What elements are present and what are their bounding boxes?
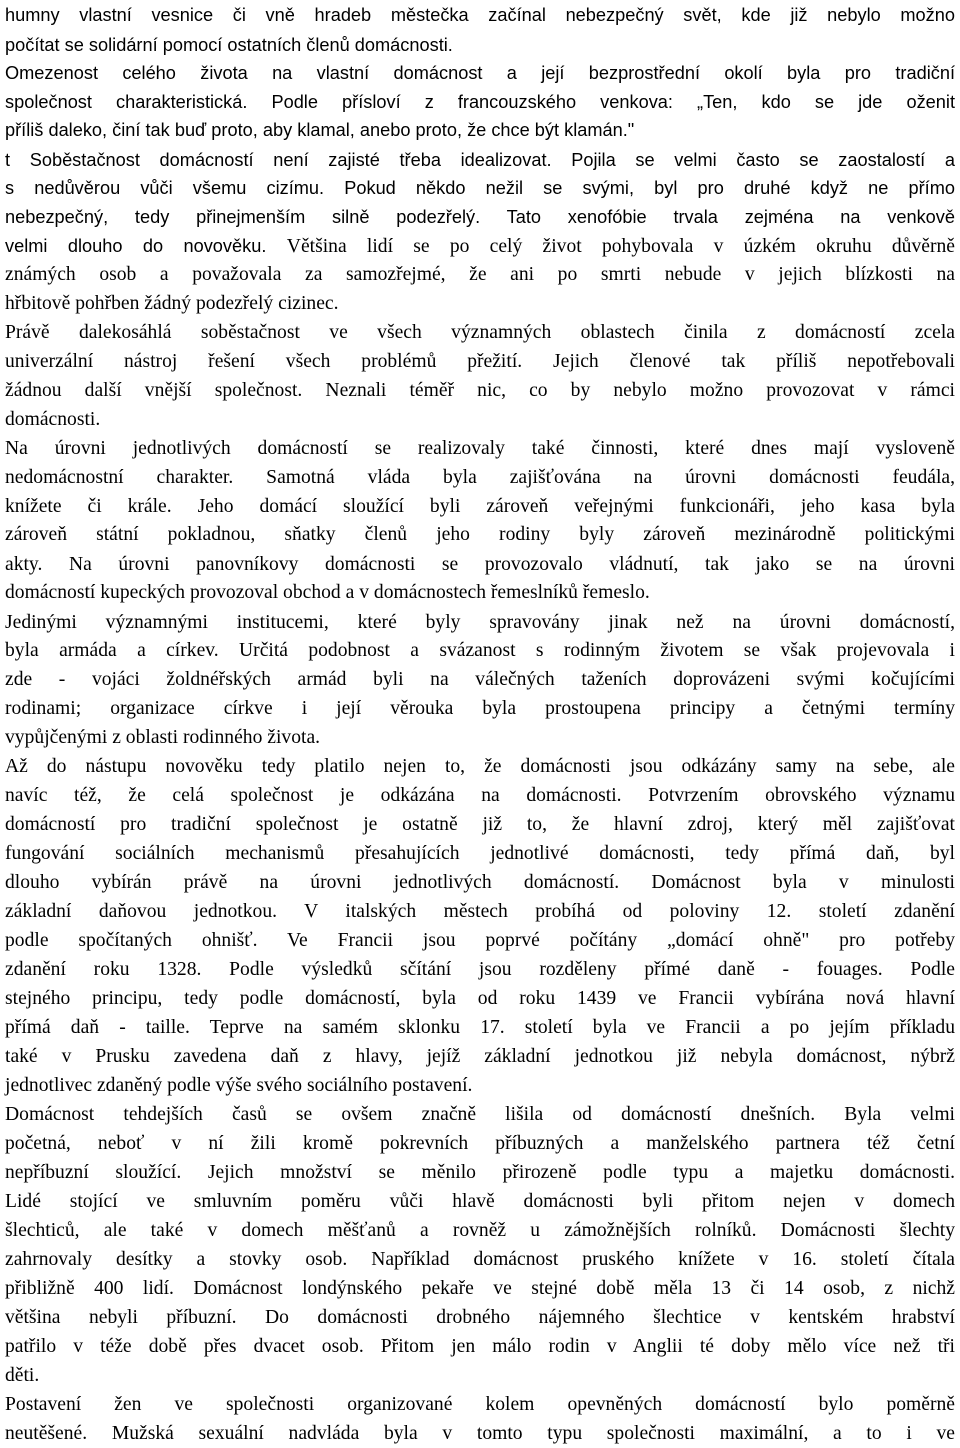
text-segment: podle spočítaných ohnišť. Ve Francii jsou poprvé počítány „domácí ohně" pro potřeby — [5, 930, 955, 951]
text-line — [5, 665, 955, 695]
text-line — [5, 1129, 955, 1159]
text-line — [5, 1245, 955, 1275]
text-segment: neutěšené. Mužská sexuální nadvláda byla v tomto typu společnosti maximální, a to i ve — [5, 1423, 955, 1444]
text-segment: zde - vojáci žoldnéřských armád byli na válečných taženích doprovázeni svými kočujícími — [5, 669, 955, 690]
text-segment: stejného principu, tedy podle domácností, byla od roku 1439 ve Francii vybírána nová hlavní — [5, 988, 955, 1009]
text-line — [5, 578, 955, 608]
text-segment: Postavení žen ve společnosti organizované kolem opevněných domácností bylo poměrně — [5, 1394, 955, 1415]
text-segment: počítat se solidární pomocí ostatních členů domácnosti. — [5, 35, 453, 55]
text-segment: početná, neboť v ní žili kromě pokrevních příbuzných a manželského partnera též četní — [5, 1133, 955, 1154]
text-segment: domácnosti. — [5, 409, 101, 430]
text-segment: velmi dlouho do novověku. — [5, 236, 287, 256]
text-line — [5, 1419, 955, 1448]
text-line — [5, 926, 955, 956]
text-line — [5, 289, 955, 319]
text-segment: domácností pro tradiční společnost je ostatně již to, že hlavní zdroj, který měl zajišťovat — [5, 814, 955, 835]
text-line — [5, 1187, 955, 1217]
text-line — [5, 1274, 955, 1304]
text-segment: Domácnost tehdejších časů se ovšem značně lišila od domácností dnešních. Byla velmi — [5, 1104, 955, 1125]
text-segment: také v Prusku zavedena daň z hlavy, jejíž základní jednotkou již nebyla domácnost, nýbrž — [5, 1046, 955, 1067]
text-line — [5, 318, 955, 348]
text-segment: zároveň státní pokladnou, sňatky členů jeho rodiny byly zároveň mezinárodně politickými — [5, 524, 955, 545]
text-line — [5, 405, 955, 435]
text-segment: dlouho vybírán právě na úrovni jednotlivých domácností. Domácnost byla v minulosti — [5, 872, 955, 893]
text-line — [5, 492, 955, 522]
text-line — [5, 347, 955, 377]
text-line — [5, 173, 955, 203]
text-line — [5, 1100, 955, 1130]
text-line — [5, 1390, 955, 1420]
text-segment: základní daňovou jednotkou. V italských městech probíhá od poloviny 12. století zdanění — [5, 901, 955, 922]
text-segment: nedomácnostní charakter. Samotná vláda byla zajišťována na úrovni domácnosti feudála, — [5, 467, 955, 488]
text-line — [5, 434, 955, 464]
text-line — [5, 231, 955, 261]
text-line — [5, 1216, 955, 1246]
text-line — [5, 115, 955, 145]
text-line — [5, 87, 955, 117]
text-segment: vypůjčenými z oblasti rodinného života. — [5, 727, 321, 748]
text-line — [5, 1158, 955, 1188]
text-line — [5, 694, 955, 724]
text-segment: Jedinými významnými institucemi, které byly spravovány jinak než na úrovni domácností, — [5, 612, 955, 633]
text-line — [5, 781, 955, 811]
text-line — [5, 260, 955, 290]
text-segment: Většina lidí se po celý život pohybovala v úzkém okruhu důvěrně — [286, 236, 955, 257]
text-line — [5, 752, 955, 782]
text-segment: většina nebyli příbuzní. Do domácnosti drobného nájemného šlechtice v kentském hrabství — [5, 1307, 955, 1328]
text-segment: Až do nástupu novověku tedy platilo nejen to, že domácnosti jsou odkázány samy na sebe, ale — [5, 756, 955, 777]
text-line — [5, 608, 955, 638]
text-line — [5, 0, 955, 30]
text-segment: jednotlivec zdaněný podle výše svého sociálního postavení. — [5, 1075, 473, 1096]
text-segment: žádnou další vnější společnost. Neznali téměř nic, co by nebylo možno provozovat v rámci — [5, 380, 955, 401]
text-line — [5, 145, 955, 175]
text-segment: univerzální nástroj řešení všech problémů přežití. Jejich členové tak příliš nepotřebovali — [5, 351, 955, 372]
text-line — [5, 839, 955, 869]
text-line — [5, 376, 955, 406]
text-segment: společnost charakteristická. Podle přísloví z francouzského venkova: „Ten, kdo se jde oženit — [5, 92, 955, 112]
text-segment: Právě dalekosáhlá soběstačnost ve všech významných oblastech činila z domácností zcela — [5, 322, 955, 343]
text-line — [5, 723, 955, 753]
text-segment: hřbitově pohřben žádný podezřelý cizinec. — [5, 293, 339, 314]
text-line — [5, 1361, 955, 1391]
text-line — [5, 30, 955, 60]
text-segment: rodinami; organizace církve i její věrouka byla prostoupena principy a četnými termíny — [5, 698, 955, 719]
text-line — [5, 1332, 955, 1362]
text-segment: šlechticů, ale také v domech měšťanů a rovněž u zámožnějších rolníků. Domácnosti šlechty — [5, 1220, 955, 1241]
text-segment: Na úrovni jednotlivých domácností se realizovaly také činnosti, které dnes mají vysloveně — [5, 438, 955, 459]
text-segment: knížete či krále. Jeho domácí sloužící byli zároveň veřejnými funkcionáři, jeho kasa byla — [5, 496, 955, 517]
text-segment: fungování sociálních mechanismů přesahujících jednotlivé domácnosti, tedy přímá daň, byl — [5, 843, 955, 864]
text-segment: navíc též, že celá společnost je odkázána na domácnosti. Potvrzením obrovského významu — [5, 785, 955, 806]
text-line — [5, 955, 955, 985]
text-line — [5, 636, 955, 666]
text-segment: příliš daleko, činí tak buď proto, aby klamal, anebo proto, že chce být klamán." — [5, 120, 635, 140]
text-line — [5, 550, 955, 580]
text-line — [5, 58, 955, 88]
text-segment: zdanění roku 1328. Podle výsledků sčítání jsou rozděleny přímé daně - fouages. Podle — [5, 959, 955, 980]
text-line — [5, 1071, 955, 1101]
text-segment: patřilo v téže době přes dvacet osob. Přitom jen málo rodin v Anglii té doby mělo více než tři — [5, 1336, 955, 1357]
text-line — [5, 984, 955, 1014]
text-line — [5, 810, 955, 840]
text-segment: Omezenost celého života na vlastní domácnost a její bezprostřední okolí byla pro tradiční — [5, 63, 955, 83]
text-segment: Lidé stojící ve smluvním poměru vůči hlavě domácnosti byli přitom nejen v domech — [5, 1191, 955, 1212]
text-segment: přímá daň - taille. Teprve na samém sklonku 17. století byla ve Francii a po jejím příkladu — [5, 1017, 955, 1038]
text-segment: akty. Na úrovni panovníkovy domácnosti se provozovalo vládnutí, tak jako se na úrovni — [5, 554, 955, 575]
text-segment: známých osob a považovala za samozřejmé, že ani po smrti nebude v jejich blízkosti na — [5, 264, 955, 285]
text-line — [5, 1303, 955, 1333]
text-segment: domácností kupeckých provozoval obchod a v domácnostech řemeslníků řemeslo. — [5, 582, 650, 603]
text-segment: nepříbuzní sloužící. Jejich množství se měnilo přirozeně podle typu a majetku domácnosti. — [5, 1162, 955, 1183]
text-segment: byla armáda a církev. Určitá podobnost a svázanost s rodinným životem se však projevovala i — [5, 640, 955, 661]
text-segment: t Soběstačnost domácností není zajisté třeba idealizovat. Pojila se velmi často se zaostalostí a — [5, 150, 955, 170]
text-segment: nebezpečný, tedy přinejmenším silně podezřelý. Tato xenofóbie trvala zejména na venkově — [5, 207, 955, 227]
text-line — [5, 520, 955, 550]
text-line — [5, 463, 955, 493]
text-line — [5, 897, 955, 927]
text-line — [5, 1013, 955, 1043]
text-segment: s nedůvěrou vůči všemu cizímu. Pokud někdo nežil se svými, byl pro druhé když ne přímo — [5, 178, 955, 198]
text-segment: zahrnovaly desítky a stovky osob. Například domácnost pruského knížete v 16. století čítala — [5, 1249, 955, 1270]
text-line — [5, 202, 955, 232]
text-segment: přibližně 400 lidí. Domácnost londýnského pekaře ve stejné době měla 13 či 14 osob, z nichž — [5, 1278, 955, 1299]
text-line — [5, 868, 955, 898]
text-segment: děti. — [5, 1365, 40, 1386]
text-segment: humny vlastní vesnice či vně hradeb městečka začínal nebezpečný svět, kde již nebylo možno — [5, 5, 955, 25]
text-line — [5, 1042, 955, 1072]
